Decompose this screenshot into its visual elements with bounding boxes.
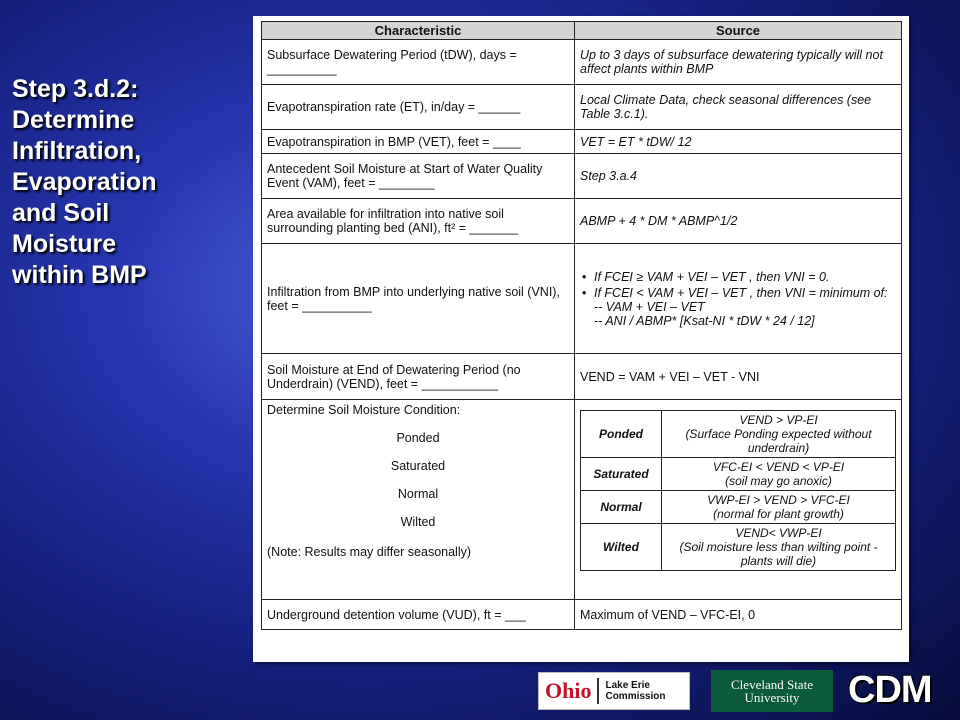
logo-divider [597, 678, 599, 704]
csu-line: Cleveland State [731, 677, 813, 692]
characteristic-cell: Subsurface Dewatering Period (tDW), days = __________ [262, 40, 575, 85]
condition-table [580, 410, 896, 571]
source-cell: Local Climate Data, check seasonal differences (see Table 3.c.1). [575, 85, 902, 130]
title-line: Evaporation [12, 168, 157, 196]
rule-text: If FCEI < VAM + VEI – VET , then VNI = minimum of: [594, 285, 888, 300]
table-row [262, 400, 902, 600]
ohio-lake-erie-logo [538, 672, 690, 710]
condition-row [581, 491, 896, 524]
title-line: and Soil [12, 199, 110, 227]
rule-bullet [594, 286, 896, 328]
source-cell: Maximum of VEND – VFC-EI, 0 [575, 600, 902, 630]
rule-formula: VEND > VP-EI [739, 413, 818, 427]
source-cell: Step 3.a.4 [575, 154, 902, 199]
worksheet-table [261, 21, 902, 630]
table-row [262, 130, 902, 154]
source-cell: VET = ET * tDW/ 12 [575, 130, 902, 154]
ohio-wordmark: Ohio [545, 678, 592, 703]
source-cell [575, 400, 902, 600]
lake-erie-text [605, 680, 665, 702]
condition-label: Ponded [581, 411, 662, 458]
table-row [262, 354, 902, 400]
condition-row [581, 411, 896, 458]
condition-label: Normal [581, 491, 662, 524]
csu-line: University [744, 690, 800, 705]
cleveland-state-logo [711, 670, 833, 712]
table-row [262, 40, 902, 85]
infiltration-rules [580, 270, 896, 328]
source-cell: Up to 3 days of subsurface dewatering typically will not affect plants within BMP [575, 40, 902, 85]
characteristic-cell: Evapotranspiration rate (ET), in/day = ______ [262, 85, 575, 130]
rule-desc: (normal for plant growth) [713, 507, 844, 521]
condition-rule [662, 524, 896, 571]
rule-desc: (soil may go anoxic) [725, 474, 832, 488]
condition-row [581, 458, 896, 491]
source-cell [575, 244, 902, 354]
characteristic-cell: Soil Moisture at End of Dewatering Period (no Underdrain) (VEND), feet = ___________ [262, 354, 575, 400]
table-row [262, 244, 902, 354]
characteristic-cell: Underground detention volume (VUD), ft = ___ [262, 600, 575, 630]
cdm-logo: CDM [848, 669, 932, 711]
condition-row [581, 524, 896, 571]
table-row [262, 85, 902, 130]
characteristic-cell: Antecedent Soil Moisture at Start of Water Quality Event (VAM), feet = ________ [262, 154, 575, 199]
table-row [262, 154, 902, 199]
table-row [262, 199, 902, 244]
condition-rule [662, 411, 896, 458]
rule-option: -- ANI / ABMP* [Ksat-NI * tDW * 24 / 12] [594, 313, 815, 328]
condition-heading: Determine Soil Moisture Condition: [267, 403, 461, 417]
sponsor-logos [0, 668, 960, 718]
characteristic-cell [262, 400, 575, 600]
source-cell: ABMP + 4 * DM * ABMP^1/2 [575, 199, 902, 244]
rule-bullet: • If FCEI ≥ VAM + VEI – VET , then VNI = 0. [594, 270, 896, 284]
title-line: Step 3.d.2: [12, 75, 139, 103]
characteristic-cell: Area available for infiltration into native soil surrounding planting bed (ANI), ft² = _______ [262, 199, 575, 244]
lake-erie-line: Commission [605, 691, 666, 702]
condition-list [267, 431, 569, 529]
condition-item: Ponded [396, 431, 440, 445]
condition-rule [662, 458, 896, 491]
header-source: Source [575, 22, 902, 40]
title-line: within BMP [12, 261, 147, 289]
characteristic-cell: Evapotranspiration in BMP (VET), feet = ____ [262, 130, 575, 154]
condition-item: Saturated [390, 459, 446, 473]
condition-item: Wilted [400, 515, 436, 529]
worksheet-image [253, 16, 909, 662]
rule-formula: VWP-EI > VEND > VFC-EI [707, 493, 850, 507]
rule-desc: (Soil moisture less than wilting point - plants will die) [679, 540, 878, 568]
header-characteristic: Characteristic [262, 22, 575, 40]
lake-erie-line: Lake Erie [605, 680, 650, 691]
table-header-row [262, 22, 902, 40]
condition-label: Saturated [581, 458, 662, 491]
source-cell: VEND = VAM + VEI – VET - VNI [575, 354, 902, 400]
slide-title [12, 74, 244, 291]
title-line: Moisture [12, 230, 117, 258]
table-row [262, 600, 902, 630]
condition-label: Wilted [581, 524, 662, 571]
condition-rule [662, 491, 896, 524]
title-line: Infiltration, [12, 137, 142, 165]
rule-desc: (Surface Ponding expected without underdrain) [685, 427, 872, 455]
characteristic-cell: Infiltration from BMP into underlying native soil (VNI), feet = __________ [262, 244, 575, 354]
rule-formula: VEND< VWP-EI [735, 526, 822, 540]
rule-formula: VFC-EI < VEND < VP-EI [712, 460, 845, 474]
rule-option: -- VAM + VEI – VET [594, 299, 705, 314]
title-line: Determine [12, 106, 135, 134]
condition-item: Normal [397, 487, 439, 501]
condition-note: (Note: Results may differ seasonally) [267, 545, 472, 559]
